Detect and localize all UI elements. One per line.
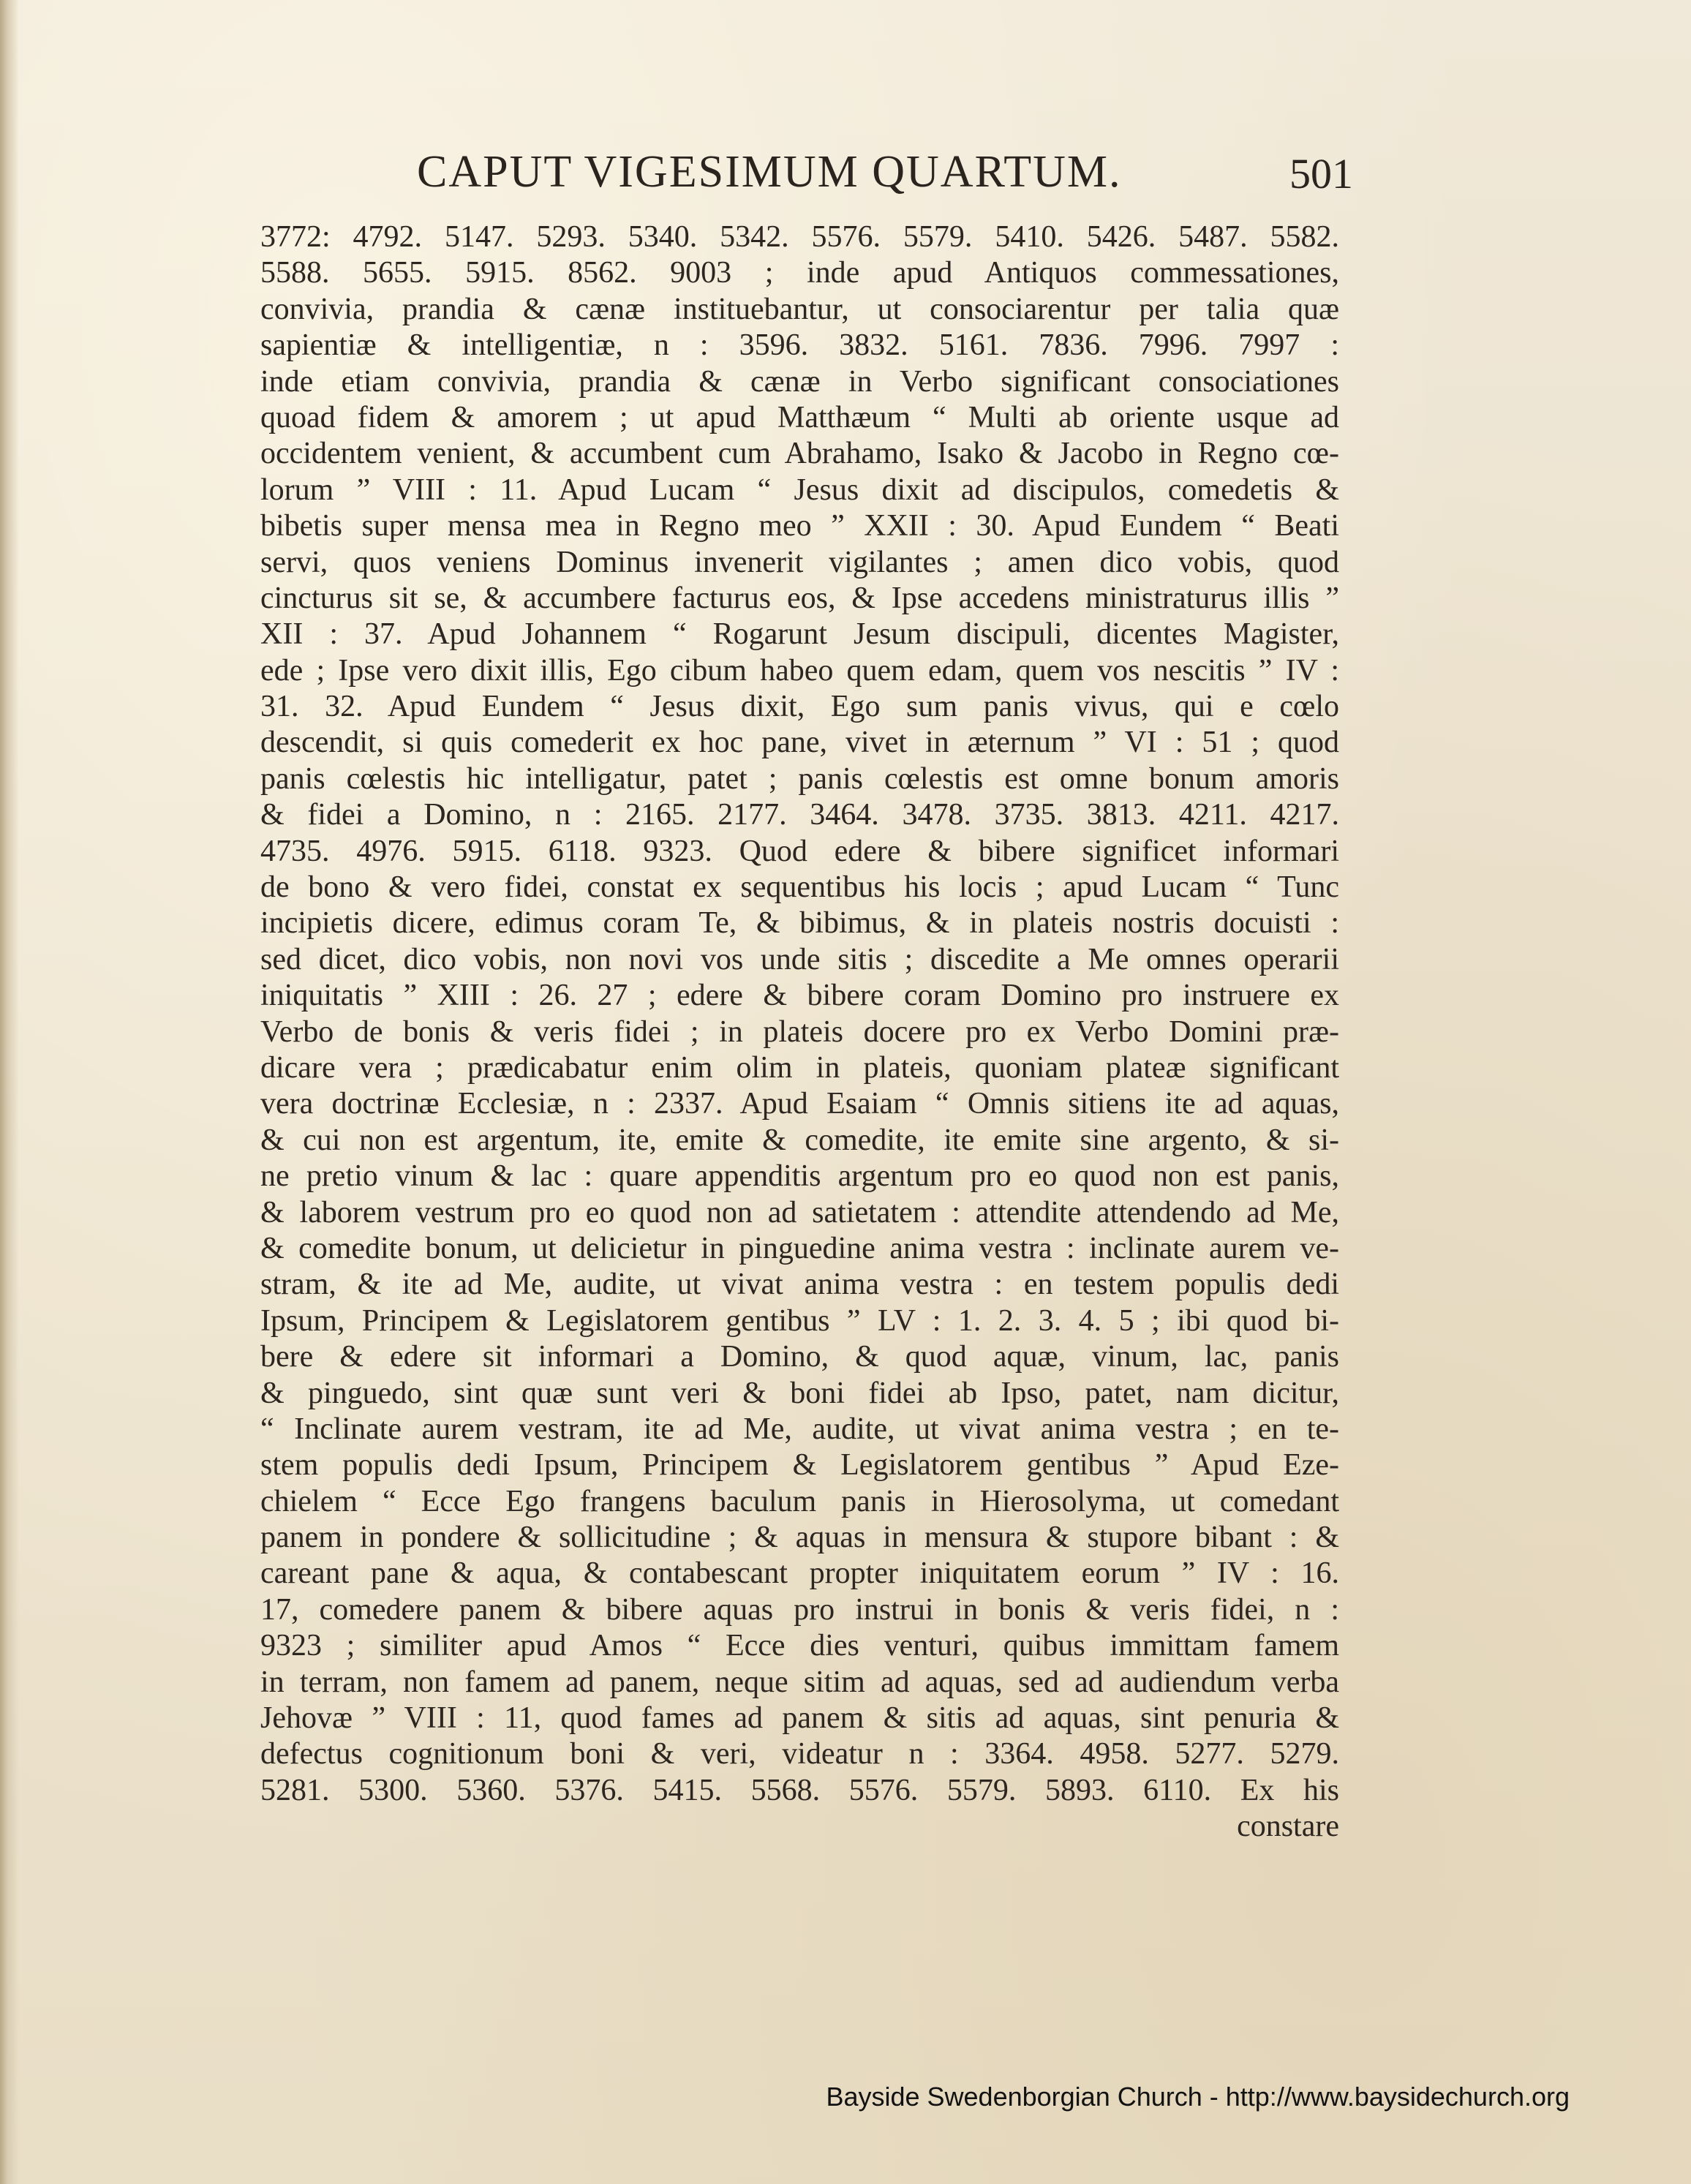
text-line: panem in pondere & sollicitudine ; & aquas in mensura & stupore bibant : & xyxy=(260,1521,1339,1555)
text-line: & fidei a Domino, n : 2165. 2177. 3464. 3478. 3735. 3813. 4211. 4217. xyxy=(260,798,1339,832)
text-line: ede ; Ipse vero dixit illis, Ego cibum habeo quem edam, quem vos nescitis ” IV : xyxy=(260,653,1339,688)
text-line: Verbo de bonis & veris fidei ; in plateis docere pro ex Verbo Domini præ- xyxy=(260,1014,1339,1049)
text-line: sapientiæ & intelligentiæ, n : 3596. 3832. 5161. 7836. 7996. 7997 : xyxy=(260,328,1339,363)
text-line: convivia, prandia & cænæ instituebantur, ut consociarentur per talia quæ xyxy=(260,292,1339,326)
text-line: inde etiam convivia, prandia & cænæ in Verbo significant consociationes xyxy=(260,364,1339,399)
text-line: incipietis dicere, edimus coram Te, & bibimus, & in plateis nostris docuisti : xyxy=(260,906,1339,941)
text-line: 9323 ; similiter apud Amos “ Ecce dies venturi, quibus immittam famem xyxy=(260,1629,1339,1663)
text-line: descendit, si quis comederit ex hoc pane, vivet in æternum ” VI : 51 ; quod xyxy=(260,726,1339,760)
text-line: bibetis super mensa mea in Regno meo ” XXII : 30. Apud Eundem “ Beati xyxy=(260,509,1339,543)
text-line: lorum ” VIII : 11. Apud Lucam “ Jesus dixit ad discipulos, comedetis & xyxy=(260,472,1339,507)
text-line: in terram, non famem ad panem, neque sitim ad aquas, sed ad audiendum verba xyxy=(260,1665,1339,1699)
text-line: chielem “ Ecce Ego frangens baculum panis in Hierosolyma, ut comedant xyxy=(260,1484,1339,1518)
text-line: iniquitatis ” XIII : 26. 27 ; edere & bibere coram Domino pro instruere ex xyxy=(260,979,1339,1013)
text-line: & laborem vestrum pro eo quod non ad satietatem : attendite attendendo ad Me, xyxy=(260,1195,1339,1230)
text-line: & pinguedo, sint quæ sunt veri & boni fidei ab Ipso, patet, nam dicitur, xyxy=(260,1376,1339,1410)
body-text xyxy=(260,219,1339,1858)
text-line: panis cœlestis hic intelligatur, patet ; panis cœlestis est omne bonum amoris xyxy=(260,761,1339,796)
text-line: de bono & vero fidei, constat ex sequentibus his locis ; apud Lucam “ Tunc xyxy=(260,870,1339,905)
text-line: Ipsum, Principem & Legislatorem gentibus ” LV : 1. 2. 3. 4. 5 ; ibi quod bi- xyxy=(260,1303,1339,1338)
text-line: careant pane & aqua, & contabescant propter iniquitatem eorum ” IV : 16. xyxy=(260,1556,1339,1591)
text-line: occidentem venient, & accumbent cum Abrahamo, Isako & Jacobo in Regno cœ- xyxy=(260,437,1339,471)
text-line: XII : 37. Apud Johannem “ Rogarunt Jesum discipuli, dicentes Magister, xyxy=(260,617,1339,652)
text-line: Jehovæ ” VIII : 11, quod fames ad panem & sitis ad aquas, sint penuria & xyxy=(260,1701,1339,1736)
text-line: stem populis dedi Ipsum, Principem & Legislatorem gentibus ” Apud Eze- xyxy=(260,1448,1339,1483)
text-line: 3772: 4792. 5147. 5293. 5340. 5342. 5576. 5579. 5410. 5426. 5487. 5582. xyxy=(260,220,1339,254)
text-line: constare xyxy=(1237,1810,1339,1844)
text-line: cincturus sit se, & accumbere facturus eos, & Ipse accedens ministraturus illis ” xyxy=(260,581,1339,615)
text-line: 5281. 5300. 5360. 5376. 5415. 5568. 5576. 5579. 5893. 6110. Ex his xyxy=(260,1773,1339,1807)
text-line: servi, quos veniens Dominus invenerit vigilantes ; amen dico vobis, quod xyxy=(260,545,1339,579)
text-line: bere & edere sit informari a Domino, & quod aquæ, vinum, lac, panis xyxy=(260,1340,1339,1374)
running-title: CAPUT VIGESIMUM QUARTUM. xyxy=(417,147,1122,197)
text-line: vera doctrinæ Ecclesiæ, n : 2337. Apud Esaiam “ Omnis sitiens ite ad aquas, xyxy=(260,1087,1339,1121)
text-line: 5588. 5655. 5915. 8562. 9003 ; inde apud Antiquos commessationes, xyxy=(260,256,1339,290)
text-line: ne pretio vinum & lac : quare appenditis argentum pro eo quod non est panis, xyxy=(260,1159,1339,1194)
text-line: “ Inclinate aurem vestram, ite ad Me, audite, ut vivat anima vestra ; en te- xyxy=(260,1412,1339,1446)
page-header xyxy=(417,146,1353,212)
text-line: 31. 32. Apud Eundem “ Jesus dixit, Ego sum panis vivus, qui e cœlo xyxy=(260,690,1339,724)
binding-shadow xyxy=(0,0,19,2184)
text-line: & comedite bonum, ut delicietur in pinguedine anima vestra : inclinate aurem ve- xyxy=(260,1231,1339,1265)
text-line: defectus cognitionum boni & veri, videatur n : 3364. 4958. 5277. 5279. xyxy=(260,1737,1339,1771)
text-line: & cui non est argentum, ite, emite & comedite, ite emite sine argento, & si- xyxy=(260,1123,1339,1157)
text-line: quoad fidem & amorem ; ut apud Matthæum “ Multi ab oriente usque ad xyxy=(260,400,1339,434)
footer-credit: Bayside Swedenborgian Church - http://www.baysidechurch.org xyxy=(826,2082,1570,2112)
text-line: 17, comedere panem & bibere aquas pro instrui in bonis & veris fidei, n : xyxy=(260,1592,1339,1627)
text-line: sed dicet, dico vobis, non novi vos unde sitis ; discedite a Me omnes operarii xyxy=(260,942,1339,976)
text-line: dicare vera ; prædicabatur enim olim in plateis, quoniam plateæ significant xyxy=(260,1050,1339,1085)
page-number: 501 xyxy=(1289,150,1353,197)
text-line: stram, & ite ad Me, audite, ut vivat anima vestra : en testem populis dedi xyxy=(260,1268,1339,1302)
text-line: 4735. 4976. 5915. 6118. 9323. Quod edere & bibere significet informari xyxy=(260,834,1339,868)
